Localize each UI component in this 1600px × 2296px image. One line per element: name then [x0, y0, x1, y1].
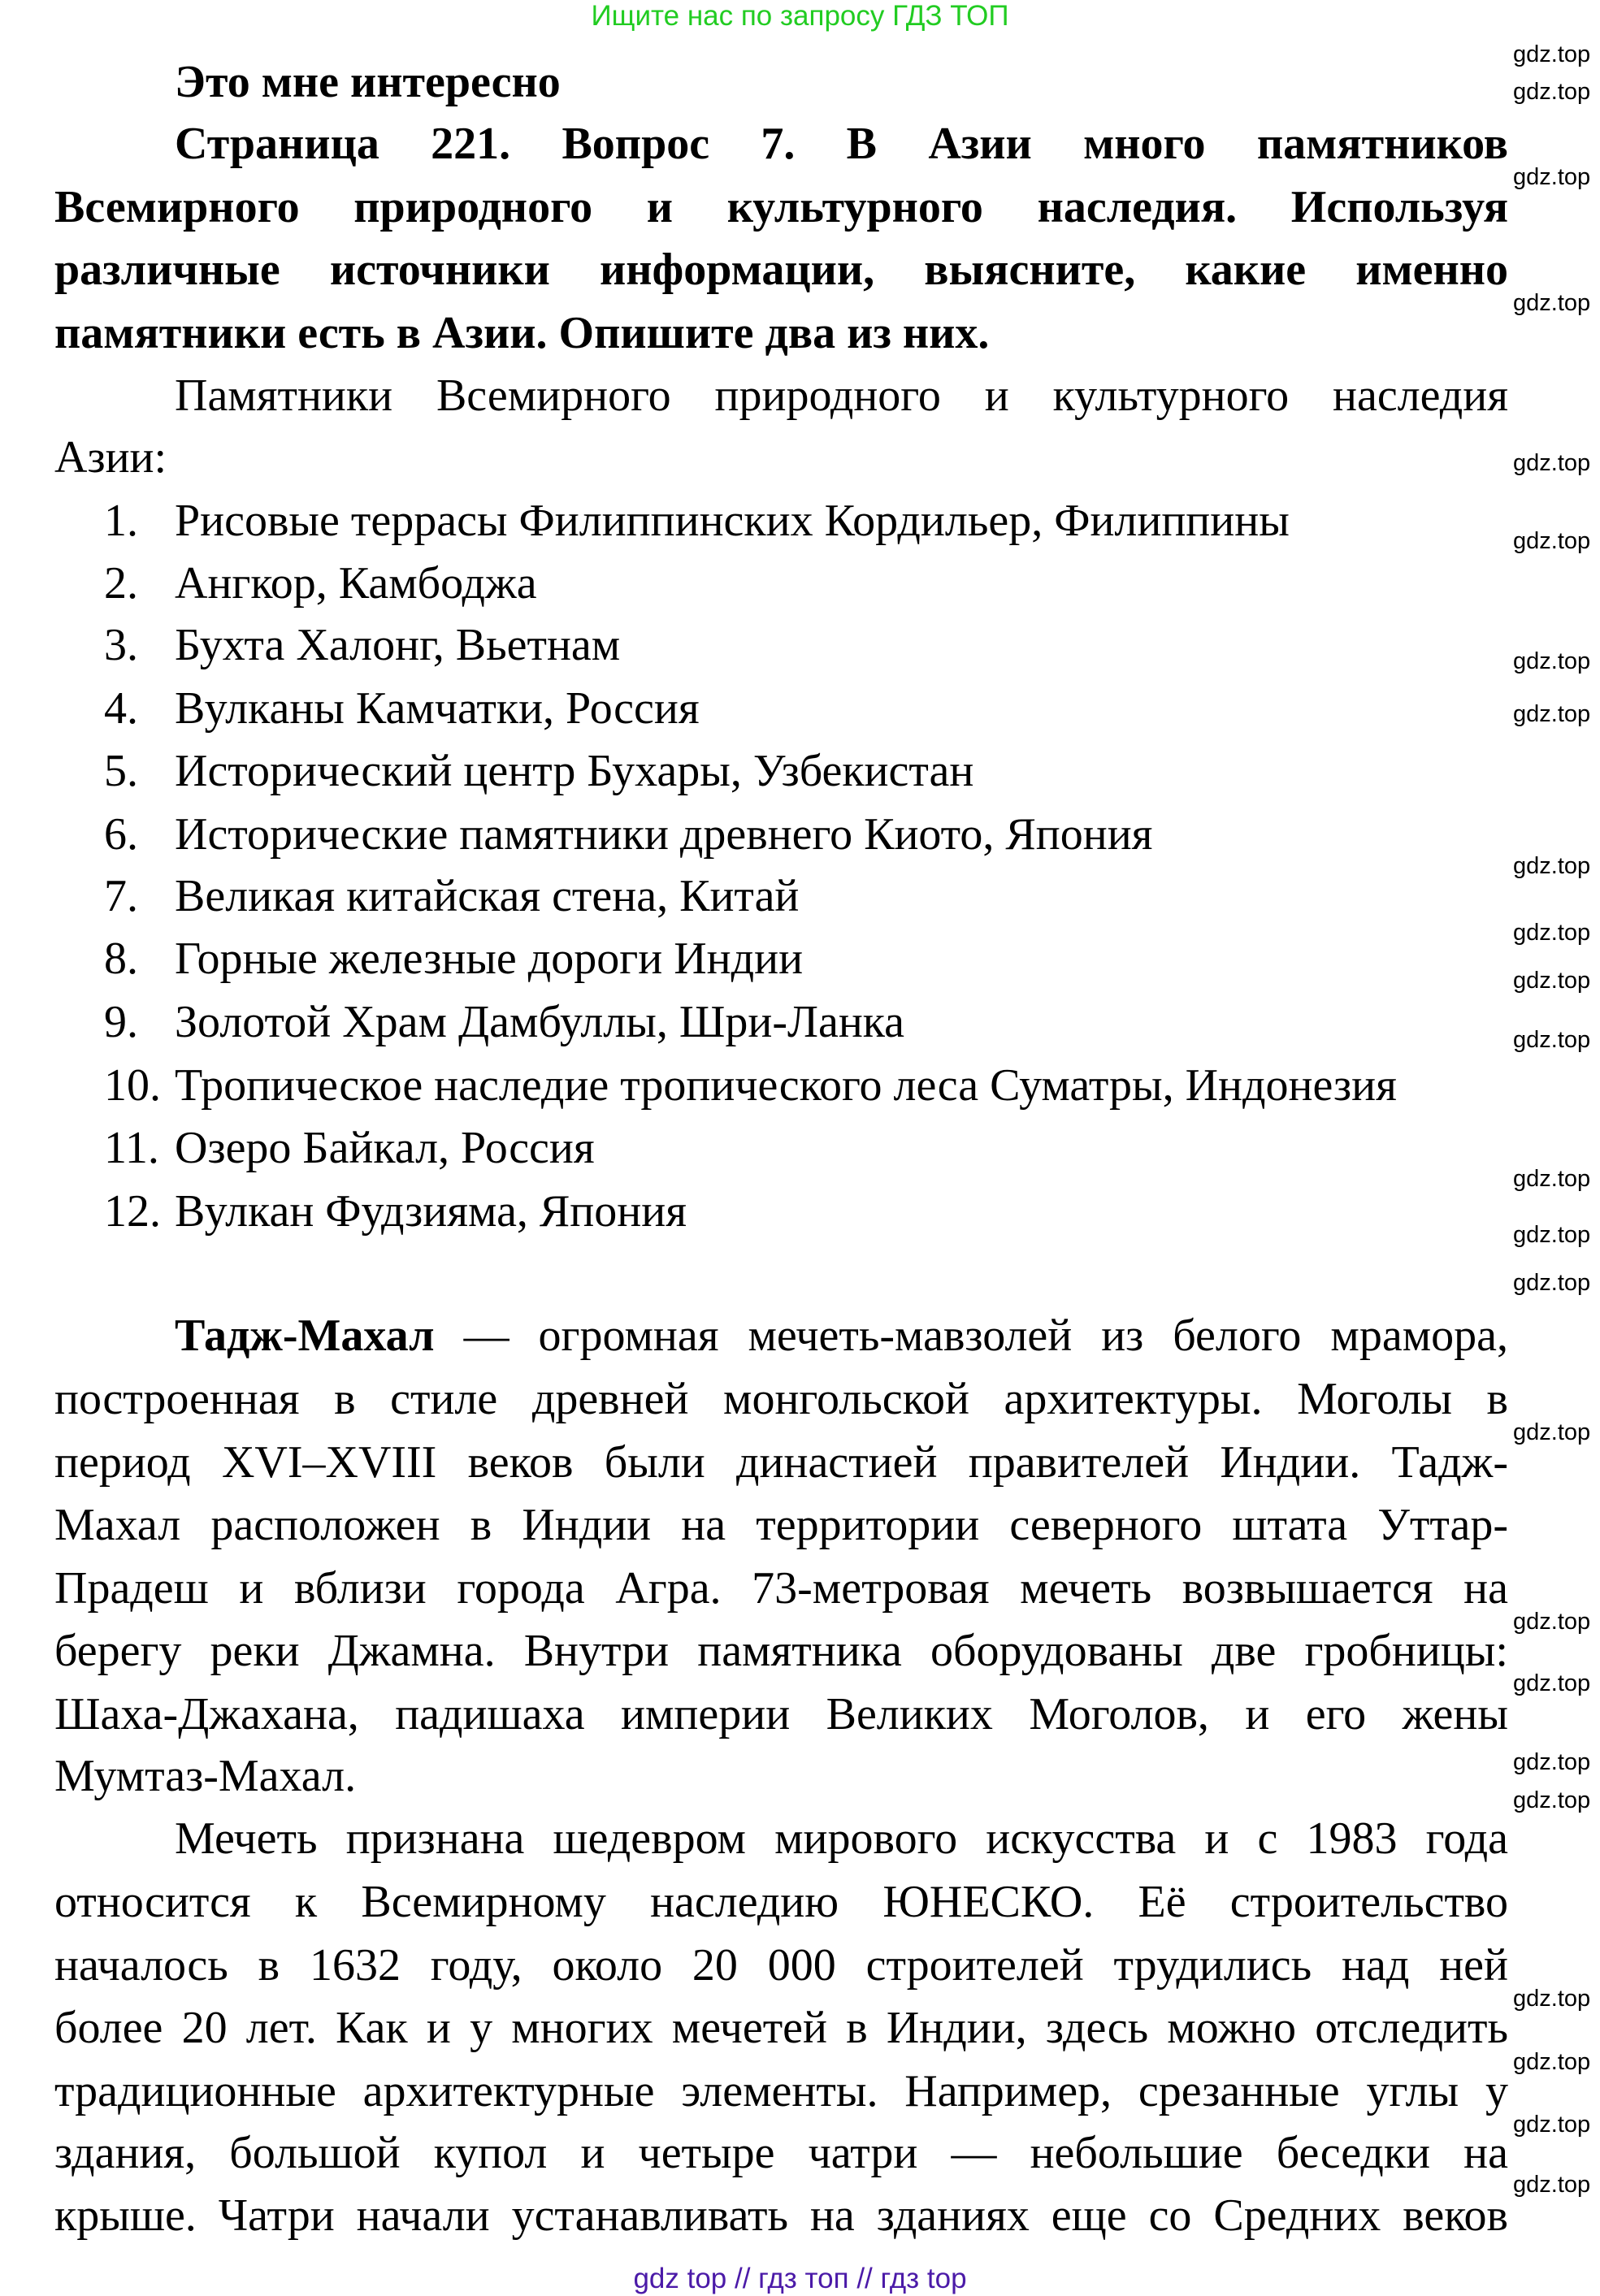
para2-line: здания, большой купол и четыре чатри — небольшие беседки на — [54, 2128, 1508, 2178]
gdz-watermark: gdz.top — [1513, 2172, 1591, 2198]
list-item — [104, 929, 1508, 988]
gdz-watermark: gdz.top — [1513, 2112, 1591, 2138]
list-item — [104, 616, 1508, 674]
intro-line: Памятники Всемирного природного и культурного наследия — [175, 370, 1508, 421]
list-item — [104, 1182, 1508, 1241]
gdz-watermark: gdz.top — [1513, 1270, 1591, 1296]
para2-line: крыше. Чатри начали устанавливать на зданиях еще со Средних веков — [54, 2190, 1508, 2241]
list-text: Бухта Халонг, Вьетнам — [175, 620, 621, 670]
list-text: Рисовые террасы Филиппинских Кордильер, Филиппины — [175, 496, 1290, 546]
taj-term: Тадж-Махал — [175, 1310, 435, 1361]
question-line: Страница 221. Вопрос 7. В Азии много памятников — [175, 119, 1508, 169]
question-line: различные источники информации, выясните, какие именно — [54, 245, 1508, 295]
list-number: 6. — [104, 809, 138, 860]
gdz-watermark: gdz.top — [1513, 528, 1591, 554]
gdz-watermark: gdz.top — [1513, 290, 1591, 316]
footer-watermark: gdz top // гдз топ // гдз top — [633, 2263, 967, 2294]
list-text: Исторические памятники древнего Киото, Япония — [175, 809, 1153, 860]
list-number: 2. — [104, 558, 138, 609]
gdz-watermark: gdz.top — [1513, 1986, 1591, 2012]
para2-line: относится к Всемирному наследию ЮНЕСКО. Её строительство — [54, 1877, 1508, 1927]
gdz-watermark: gdz.top — [1513, 2049, 1591, 2075]
gdz-watermark: gdz.top — [1513, 1787, 1591, 1813]
list-text: Ангкор, Камбоджа — [175, 558, 537, 609]
list-item — [104, 1119, 1508, 1177]
list-number: 8. — [104, 934, 138, 984]
gdz-watermark: gdz.top — [1513, 1670, 1591, 1696]
list-number: 3. — [104, 620, 138, 670]
para2-line: началось в 1632 году, около 20 000 строителей трудились над ней — [54, 1940, 1508, 1991]
list-text: Горные железные дороги Индии — [175, 934, 804, 984]
taj-line: Прадеш и вблизи города Агра. 73-метровая мечеть возвышается на — [54, 1563, 1508, 1614]
list-item — [104, 805, 1508, 864]
list-text: Озеро Байкал, Россия — [175, 1123, 595, 1173]
list-text: Исторический центр Бухары, Узбекистан — [175, 746, 974, 796]
question-line: памятники есть в Азии. Опишите два из них. — [54, 308, 990, 358]
gdz-watermark: gdz.top — [1513, 701, 1591, 727]
taj-first-line: — огромная мечеть-мавзолей из белого мрамора, — [434, 1310, 1508, 1361]
search-banner: Ищите нас по запросу ГДЗ ТОП — [591, 0, 1009, 32]
list-number: 4. — [104, 683, 138, 734]
list-item — [104, 1056, 1508, 1115]
taj-line: Махал расположен в Индии на территории северного штата Уттар- — [54, 1500, 1508, 1550]
gdz-watermark: gdz.top — [1513, 1609, 1591, 1635]
para2-line: более 20 лет. Как и у многих мечетей в Индии, здесь можно отследить — [54, 2003, 1508, 2053]
list-text: Великая китайская стена, Китай — [175, 871, 800, 921]
list-text: Золотой Храм Дамбуллы, Шри-Ланка — [175, 997, 904, 1047]
gdz-watermark: gdz.top — [1513, 648, 1591, 674]
para2-line: Мечеть признана шедевром мирового искусства и с 1983 года — [175, 1813, 1508, 1864]
list-text: Тропическое наследие тропического леса Суматры, Индонезия — [175, 1060, 1397, 1111]
list-number: 1. — [104, 496, 138, 546]
gdz-watermark: gdz.top — [1513, 164, 1591, 190]
gdz-watermark: gdz.top — [1513, 1749, 1591, 1775]
gdz-watermark: gdz.top — [1513, 853, 1591, 879]
list-item — [104, 867, 1508, 925]
list-number: 10. — [104, 1060, 161, 1111]
gdz-watermark: gdz.top — [1513, 450, 1591, 476]
list-number: 7. — [104, 871, 138, 921]
section-title: Это мне интересно — [175, 57, 561, 107]
list-number: 11. — [104, 1123, 159, 1173]
list-text: Вулкан Фудзияма, Япония — [175, 1186, 687, 1237]
list-item — [104, 742, 1508, 800]
list-item — [104, 993, 1508, 1051]
taj-line: Шаха-Джахана, падишаха империи Великих Моголов, и его жены — [54, 1689, 1508, 1739]
list-number: 12. — [104, 1186, 161, 1237]
list-text: Вулканы Камчатки, Россия — [175, 683, 700, 734]
gdz-watermark: gdz.top — [1513, 1166, 1591, 1192]
gdz-watermark: gdz.top — [1513, 1419, 1591, 1445]
gdz-watermark: gdz.top — [1513, 1222, 1591, 1248]
list-item — [104, 679, 1508, 738]
gdz-watermark: gdz.top — [1513, 920, 1591, 946]
taj-line: период XVI–XVIII веков были династией правителей Индии. Тадж- — [54, 1437, 1508, 1488]
taj-line: берегу реки Джамна. Внутри памятника оборудованы две гробницы: — [54, 1626, 1508, 1676]
gdz-watermark: gdz.top — [1513, 1027, 1591, 1053]
gdz-watermark: gdz.top — [1513, 41, 1591, 67]
para2-line: традиционные архитектурные элементы. Например, срезанные углы у — [54, 2066, 1508, 2116]
taj-line: Мумтаз-Махал. — [54, 1751, 357, 1801]
question-line: Всемирного природного и культурного наследия. Используя — [54, 182, 1508, 232]
list-number: 5. — [104, 746, 138, 796]
intro-line: Азии: — [54, 432, 167, 483]
gdz-watermark: gdz.top — [1513, 79, 1591, 105]
taj-line: построенная в стиле древней монгольской архитектуры. Моголы в — [54, 1374, 1508, 1424]
list-number: 9. — [104, 997, 138, 1047]
taj-line — [175, 1306, 1508, 1365]
list-item — [104, 554, 1508, 613]
list-item — [104, 492, 1508, 550]
gdz-watermark: gdz.top — [1513, 968, 1591, 994]
